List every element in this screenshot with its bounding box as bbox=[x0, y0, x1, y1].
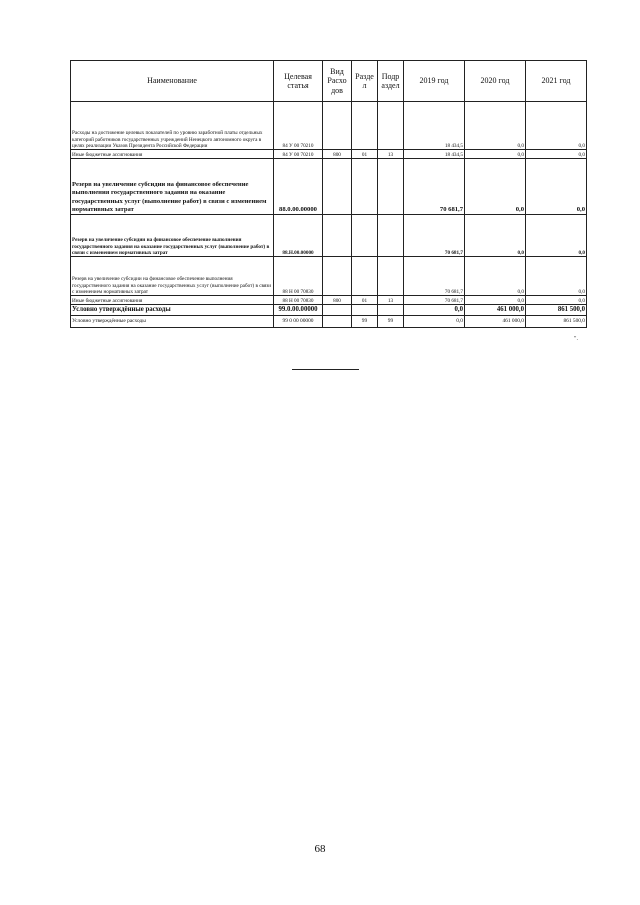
row-2021: 0,0 bbox=[526, 215, 587, 257]
header-year-2019: 2019 год bbox=[404, 61, 465, 102]
row-2019: 70 681,7 bbox=[404, 215, 465, 257]
row-name: Резерв на увеличение субсидии на финансовое обеспечение выполнения государственного задания на оказание государственных услуг (выполнение работ) в связи с изменением нормативных затрат bbox=[71, 159, 274, 215]
row-2020: 461 000,0 bbox=[465, 316, 526, 328]
row-subsection bbox=[378, 159, 404, 215]
row-subsection bbox=[378, 305, 404, 316]
table-row bbox=[71, 159, 587, 215]
header-year-2021: 2021 год bbox=[526, 61, 587, 102]
page-number: 68 bbox=[314, 843, 326, 855]
row-2019: 70 681,7 bbox=[404, 159, 465, 215]
row-target-article: 99.0.00.00000 bbox=[274, 305, 323, 316]
row-subsection bbox=[378, 102, 404, 150]
row-subsection: 13 bbox=[378, 150, 404, 159]
row-2020: 0,0 bbox=[465, 257, 526, 296]
row-expense-type bbox=[323, 159, 352, 215]
row-section bbox=[352, 159, 378, 215]
row-target-article: 88 Н 00 70830 bbox=[274, 257, 323, 296]
row-target-article: 84 У 00 70210 bbox=[274, 102, 323, 150]
row-section bbox=[352, 305, 378, 316]
row-section: 01 bbox=[352, 150, 378, 159]
row-2020: 0,0 bbox=[465, 159, 526, 215]
row-target-article: 99 0 00 00000 bbox=[274, 316, 323, 328]
row-subsection: 13 bbox=[378, 296, 404, 305]
table-row bbox=[71, 215, 587, 257]
header-target-article: Целевая статья bbox=[274, 61, 323, 102]
table-row bbox=[71, 102, 587, 150]
header-expense-type: Вид Расхо дов bbox=[323, 61, 352, 102]
row-subsection bbox=[378, 257, 404, 296]
row-section bbox=[352, 102, 378, 150]
row-subsection: 99 bbox=[378, 316, 404, 328]
row-2021: 0,0 bbox=[526, 296, 587, 305]
row-expense-type: 800 bbox=[323, 296, 352, 305]
row-target-article: 84 У 00 70210 bbox=[274, 150, 323, 159]
row-subsection bbox=[378, 215, 404, 257]
row-2019: 0,0 bbox=[404, 305, 465, 316]
row-2020: 461 000,0 bbox=[465, 305, 526, 316]
row-2019: 70 681,7 bbox=[404, 257, 465, 296]
row-2019: 18 434,5 bbox=[404, 150, 465, 159]
row-2021: 0,0 bbox=[526, 102, 587, 150]
row-2021: 861 500,0 bbox=[526, 316, 587, 328]
table-row bbox=[71, 296, 587, 305]
row-expense-type bbox=[323, 215, 352, 257]
row-2021: 0,0 bbox=[526, 257, 587, 296]
row-section bbox=[352, 215, 378, 257]
closing-quote-mark: ". bbox=[574, 336, 578, 342]
row-expense-type bbox=[323, 305, 352, 316]
row-name: Условно утверждённые расходы bbox=[71, 305, 274, 316]
header-section: Разде л bbox=[352, 61, 378, 102]
row-2019: 0,0 bbox=[404, 316, 465, 328]
row-target-article: 88.0.00.00000 bbox=[274, 159, 323, 215]
table-row bbox=[71, 257, 587, 296]
row-name: Резерв на увеличение субсидии на финансовое обеспечение выполнения государственного задания на оказание государственных услуг (выполнение работ) в связи с изменением нормативных затрат bbox=[71, 215, 274, 257]
row-2021: 861 500,0 bbox=[526, 305, 587, 316]
table-row bbox=[71, 150, 587, 159]
table-row bbox=[71, 305, 587, 316]
header-name: Наименование bbox=[71, 61, 274, 102]
row-expense-type bbox=[323, 257, 352, 296]
row-2020: 0,0 bbox=[465, 102, 526, 150]
row-name: Иные бюджетные ассигнования bbox=[71, 296, 274, 305]
header-year-2020: 2020 год bbox=[465, 61, 526, 102]
row-expense-type bbox=[323, 102, 352, 150]
row-section: 01 bbox=[352, 296, 378, 305]
row-target-article: 88.Н.00.00000 bbox=[274, 215, 323, 257]
row-expense-type bbox=[323, 316, 352, 328]
row-name: Условно утверждённые расходы bbox=[71, 316, 274, 328]
row-2020: 0,0 bbox=[465, 215, 526, 257]
row-section bbox=[352, 257, 378, 296]
row-name: Расходы на достижение целевых показателей по уровню заработной платы отдельных категорий работников государственных учреждений Ненецкого автономного округа в целях реализации Указов Президента Российской Федерации bbox=[71, 102, 274, 150]
row-name: Иные бюджетные ассигнования bbox=[71, 150, 274, 159]
row-2019: 70 681,7 bbox=[404, 296, 465, 305]
row-expense-type: 800 bbox=[323, 150, 352, 159]
row-target-article: 88 Н 00 70830 bbox=[274, 296, 323, 305]
row-name: Резерв на увеличение субсидии на финансовое обеспечение выполнения государственного задания на оказание государственных услуг (выполнение работ) в связи с изменением нормативных затрат bbox=[71, 257, 274, 296]
row-2020: 0,0 bbox=[465, 150, 526, 159]
row-2021: 0,0 bbox=[526, 159, 587, 215]
table-row bbox=[71, 316, 587, 328]
header-subsection: Подр аздел bbox=[378, 61, 404, 102]
table-header-row bbox=[71, 61, 587, 102]
row-section: 99 bbox=[352, 316, 378, 328]
row-2021: 0,0 bbox=[526, 150, 587, 159]
budget-table bbox=[70, 60, 587, 328]
row-2020: 0,0 bbox=[465, 296, 526, 305]
row-2019: 18 434,5 bbox=[404, 102, 465, 150]
divider-line bbox=[292, 369, 359, 370]
